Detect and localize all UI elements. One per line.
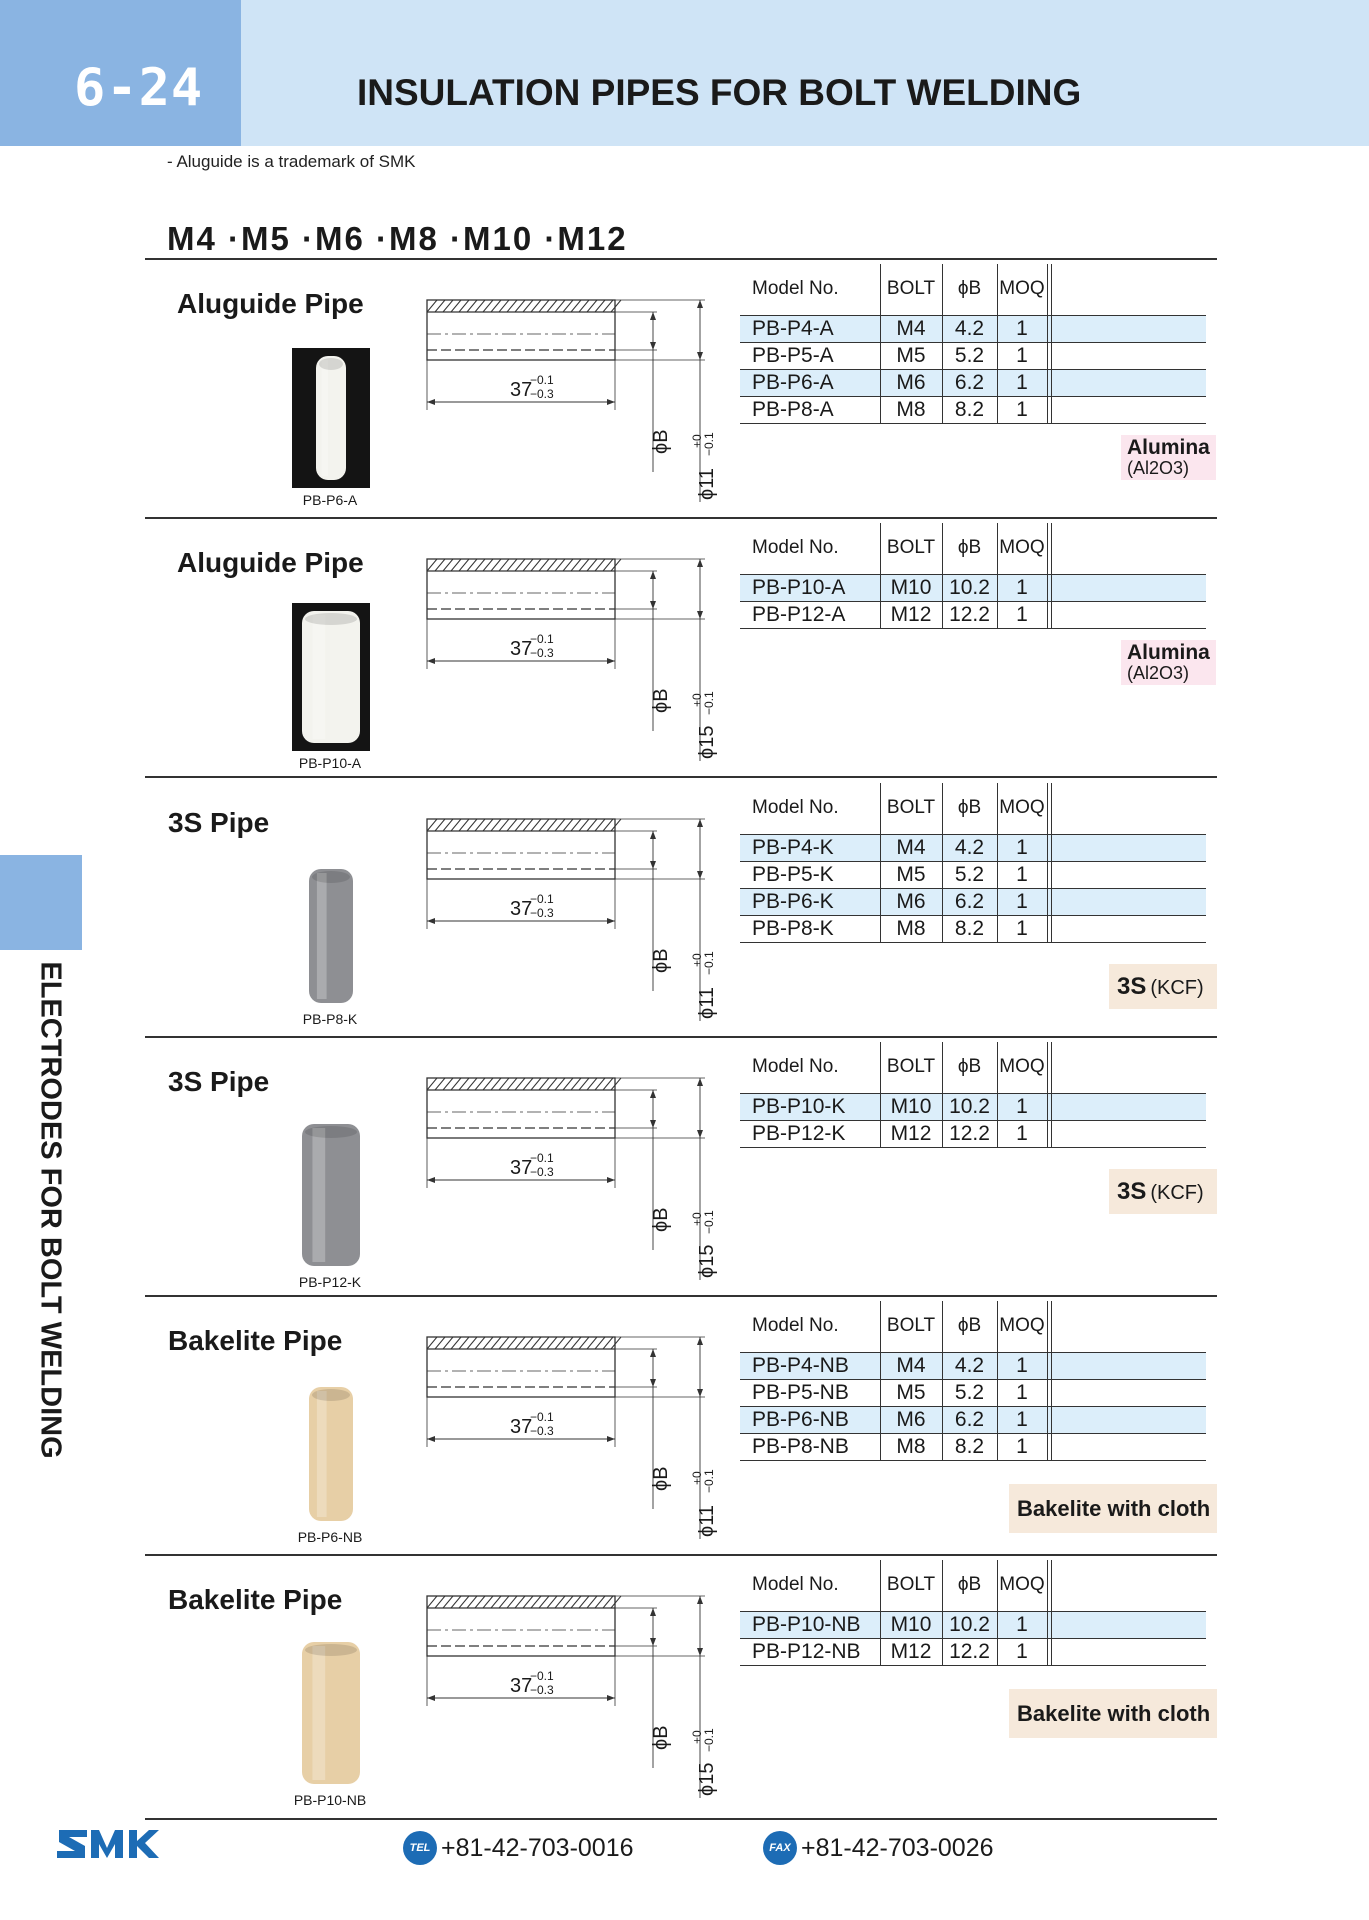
- bolt-size: M4: [880, 315, 942, 342]
- material-formula: (KCF): [1150, 977, 1204, 999]
- length-tolerance-upper: −0.1: [530, 373, 554, 387]
- product-photo: [292, 348, 370, 488]
- model-number: PB-P10-A: [740, 574, 880, 601]
- header-model: Model No.: [740, 1560, 880, 1611]
- header-bolt: BOLT: [880, 1042, 942, 1093]
- photo-caption: PB-P6-A: [302, 492, 358, 508]
- moq-value: 1: [997, 1406, 1047, 1433]
- model-number: PB-P4-A: [740, 315, 880, 342]
- pipe-section: [145, 1040, 1217, 1297]
- bolt-size: M8: [880, 915, 942, 942]
- pipe-section: [145, 521, 1217, 778]
- product-photo: [292, 867, 370, 1007]
- bolt-size: M8: [880, 396, 942, 423]
- outer-diameter-tolerance-upper: +0: [690, 1471, 704, 1485]
- model-number: PB-P6-K: [740, 888, 880, 915]
- length-dimension: 37: [510, 1157, 533, 1179]
- product-photo: [292, 1122, 370, 1270]
- phi-b-value: 4.2: [942, 315, 997, 342]
- table-row: [740, 888, 1206, 915]
- header-phi-b: ϕB: [942, 783, 997, 834]
- section-divider: [145, 517, 1217, 519]
- material-tag: [1009, 1689, 1217, 1738]
- blank-cell: [1051, 861, 1206, 888]
- photo-caption: PB-P8-K: [302, 1011, 358, 1027]
- moq-value: 1: [997, 888, 1047, 915]
- phi-b-value: 8.2: [942, 915, 997, 942]
- outer-diameter-tolerance-upper: +0: [690, 953, 704, 967]
- bolt-size: M12: [880, 1638, 942, 1665]
- blank-cell: [1051, 1093, 1206, 1120]
- length-tolerance-upper: −0.1: [530, 1410, 554, 1424]
- side-chapter-label: ELECTRODES FOR BOLT WELDING: [34, 961, 67, 1459]
- outer-diameter-tolerance-upper: +0: [690, 434, 704, 448]
- inner-diameter-label: ϕB: [650, 1207, 672, 1232]
- length-tolerance-upper: −0.1: [530, 1151, 554, 1165]
- length-tolerance-lower: −0.3: [530, 1683, 554, 1697]
- length-dimension: 37: [510, 1675, 533, 1697]
- model-number: PB-P12-K: [740, 1120, 880, 1147]
- header-blank: [1051, 1042, 1206, 1093]
- bolt-size: M6: [880, 1406, 942, 1433]
- moq-value: 1: [997, 834, 1047, 861]
- length-tolerance-lower: −0.3: [530, 387, 554, 401]
- photo-caption: PB-P10-NB: [293, 1792, 367, 1808]
- model-number: PB-P8-NB: [740, 1433, 880, 1460]
- moq-value: 1: [997, 861, 1047, 888]
- fax-contact: [763, 1831, 994, 1865]
- blank-cell: [1051, 369, 1206, 396]
- model-number: PB-P4-NB: [740, 1352, 880, 1379]
- phi-b-value: 5.2: [942, 1379, 997, 1406]
- table-row: [740, 369, 1206, 396]
- tel-contact: [403, 1831, 634, 1865]
- length-dimension: 37: [510, 638, 533, 660]
- blank-cell: [1051, 1120, 1206, 1147]
- phi-b-value: 6.2: [942, 369, 997, 396]
- photo-caption: PB-P10-A: [298, 755, 362, 771]
- header-model: Model No.: [740, 1301, 880, 1352]
- length-tolerance-lower: −0.3: [530, 1424, 554, 1438]
- model-number: PB-P6-A: [740, 369, 880, 396]
- table-row: [740, 1406, 1206, 1433]
- bolt-size: M8: [880, 1433, 942, 1460]
- section-title: 3S Pipe: [168, 807, 270, 838]
- blank-cell: [1051, 1433, 1206, 1460]
- table-row: [740, 915, 1206, 942]
- inner-diameter-label: ϕB: [650, 688, 672, 713]
- phi-b-value: 12.2: [942, 601, 997, 628]
- fax-icon: FAX: [763, 1831, 797, 1865]
- spec-table-header-row: [740, 1042, 1206, 1093]
- bolt-size: M6: [880, 369, 942, 396]
- table-row: [740, 1093, 1206, 1120]
- header-model: Model No.: [740, 783, 880, 834]
- footer-rule: [145, 1818, 1217, 1820]
- tel-number: +81-42-703-0016: [441, 1833, 634, 1862]
- moq-value: 1: [997, 342, 1047, 369]
- section-divider: [145, 776, 1217, 778]
- header-bolt: BOLT: [880, 1560, 942, 1611]
- spec-table-header-row: [740, 1560, 1206, 1611]
- material-name: 3S: [1117, 973, 1147, 1000]
- pipe-section: [145, 1299, 1217, 1556]
- table-row: [740, 601, 1206, 628]
- outer-diameter-tolerance-lower: −0.1: [702, 1210, 716, 1234]
- header-bolt: BOLT: [880, 783, 942, 834]
- model-number: PB-P5-K: [740, 861, 880, 888]
- header-blank: [1051, 523, 1206, 574]
- spec-table: [740, 1560, 1206, 1666]
- phi-b-value: 6.2: [942, 888, 997, 915]
- header-phi-b: ϕB: [942, 523, 997, 574]
- moq-value: 1: [997, 1611, 1047, 1638]
- bolt-size: M5: [880, 342, 942, 369]
- inner-diameter-label: ϕB: [650, 948, 672, 973]
- spec-table-header-row: [740, 783, 1206, 834]
- blank-cell: [1051, 1352, 1206, 1379]
- length-tolerance-upper: −0.1: [530, 1669, 554, 1683]
- outer-diameter-tolerance-upper: +0: [690, 1212, 704, 1226]
- fax-number: +81-42-703-0026: [801, 1833, 994, 1862]
- phi-b-value: 4.2: [942, 1352, 997, 1379]
- model-number: PB-P10-NB: [740, 1611, 880, 1638]
- moq-value: 1: [997, 315, 1047, 342]
- outer-diameter-label: ϕ15: [696, 1244, 718, 1278]
- bolt-size: M10: [880, 574, 942, 601]
- phi-b-value: 5.2: [942, 342, 997, 369]
- table-row: [740, 861, 1206, 888]
- phi-b-value: 12.2: [942, 1638, 997, 1665]
- material-name: Bakelite with cloth: [1017, 1496, 1211, 1521]
- header-moq: MOQ: [997, 1042, 1047, 1093]
- outer-diameter-label: ϕ11: [696, 1505, 718, 1537]
- outer-diameter-label: ϕ11: [696, 468, 718, 500]
- spec-table: [740, 264, 1206, 424]
- bolt-size: M4: [880, 834, 942, 861]
- material-name: Alumina: [1127, 641, 1210, 664]
- spec-table-header-row: [740, 1301, 1206, 1352]
- photo-caption: PB-P12-K: [298, 1274, 362, 1290]
- bolt-size: M6: [880, 888, 942, 915]
- heading-rule: [145, 258, 1217, 260]
- header-moq: MOQ: [997, 1560, 1047, 1611]
- spec-table-header-row: [740, 523, 1206, 574]
- header-blank: [1051, 783, 1206, 834]
- model-number: PB-P8-K: [740, 915, 880, 942]
- header-blank: [1051, 1301, 1206, 1352]
- header-blank: [1051, 1560, 1206, 1611]
- page-number: 6-24: [74, 58, 204, 118]
- header-moq: MOQ: [997, 264, 1047, 315]
- model-number: PB-P5-A: [740, 342, 880, 369]
- table-row: [740, 1433, 1206, 1460]
- pipe-section: [145, 781, 1217, 1038]
- length-dimension: 37: [510, 379, 533, 401]
- model-number: PB-P12-NB: [740, 1638, 880, 1665]
- table-row: [740, 1611, 1206, 1638]
- header-bolt: BOLT: [880, 523, 942, 574]
- length-tolerance-lower: −0.3: [530, 906, 554, 920]
- table-row: [740, 315, 1206, 342]
- inner-diameter-label: ϕB: [650, 429, 672, 454]
- outer-diameter-tolerance-lower: −0.1: [702, 1469, 716, 1493]
- outer-diameter-tolerance-lower: −0.1: [702, 432, 716, 456]
- phi-b-value: 10.2: [942, 1093, 997, 1120]
- spec-table: [740, 523, 1206, 629]
- page-number-tab: [0, 0, 241, 146]
- table-row: [740, 574, 1206, 601]
- material-tag: [1121, 435, 1216, 480]
- phi-b-value: 8.2: [942, 396, 997, 423]
- header-phi-b: ϕB: [942, 1042, 997, 1093]
- pipe-section: [145, 262, 1217, 519]
- blank-cell: [1051, 834, 1206, 861]
- bolt-size: M10: [880, 1093, 942, 1120]
- material-name: 3S: [1117, 1178, 1147, 1205]
- side-chapter-tab: [0, 855, 82, 950]
- moq-value: 1: [997, 915, 1047, 942]
- outer-diameter-tolerance-upper: +0: [690, 693, 704, 707]
- header-phi-b: ϕB: [942, 264, 997, 315]
- phi-b-value: 6.2: [942, 1406, 997, 1433]
- phi-b-value: 12.2: [942, 1120, 997, 1147]
- header-model: Model No.: [740, 523, 880, 574]
- bolt-size: M10: [880, 1611, 942, 1638]
- length-dimension: 37: [510, 1416, 533, 1438]
- phi-b-value: 10.2: [942, 574, 997, 601]
- section-title: Bakelite Pipe: [168, 1325, 343, 1356]
- table-row: [740, 396, 1206, 423]
- header-bolt: BOLT: [880, 264, 942, 315]
- outer-diameter-label: ϕ15: [696, 1762, 718, 1796]
- material-formula: (Al2O3): [1127, 663, 1190, 684]
- header-phi-b: ϕB: [942, 1301, 997, 1352]
- section-title: Aluguide Pipe: [177, 288, 364, 319]
- material-name: Alumina: [1127, 436, 1210, 459]
- moq-value: 1: [997, 1379, 1047, 1406]
- moq-value: 1: [997, 1638, 1047, 1665]
- moq-value: 1: [997, 1093, 1047, 1120]
- header-bolt: BOLT: [880, 1301, 942, 1352]
- header-phi-b: ϕB: [942, 1560, 997, 1611]
- blank-cell: [1051, 342, 1206, 369]
- blank-cell: [1051, 888, 1206, 915]
- section-title: Bakelite Pipe: [168, 1584, 343, 1615]
- table-row: [740, 834, 1206, 861]
- spec-table-header-row: [740, 264, 1206, 315]
- spec-table: [740, 1301, 1206, 1461]
- moq-value: 1: [997, 1120, 1047, 1147]
- blank-cell: [1051, 1406, 1206, 1433]
- table-row: [740, 1352, 1206, 1379]
- outer-diameter-label: ϕ11: [696, 987, 718, 1019]
- header-model: Model No.: [740, 264, 880, 315]
- inner-diameter-label: ϕB: [650, 1466, 672, 1491]
- moq-value: 1: [997, 396, 1047, 423]
- blank-cell: [1051, 1638, 1206, 1665]
- photo-caption: PB-P6-NB: [297, 1529, 363, 1545]
- material-tag: [1109, 964, 1217, 1009]
- product-photo: [292, 1640, 370, 1788]
- smk-logo: [55, 1826, 161, 1867]
- material-tag: [1009, 1484, 1217, 1533]
- material-tag: [1121, 640, 1216, 685]
- bolt-size: M12: [880, 601, 942, 628]
- model-number: PB-P8-A: [740, 396, 880, 423]
- table-row: [740, 1120, 1206, 1147]
- length-tolerance-lower: −0.3: [530, 1165, 554, 1179]
- blank-cell: [1051, 1611, 1206, 1638]
- header-moq: MOQ: [997, 523, 1047, 574]
- moq-value: 1: [997, 574, 1047, 601]
- material-tag: [1109, 1169, 1217, 1214]
- model-number: PB-P6-NB: [740, 1406, 880, 1433]
- product-photo: [292, 603, 370, 751]
- outer-diameter-tolerance-lower: −0.1: [702, 1728, 716, 1752]
- section-divider: [145, 1554, 1217, 1556]
- length-tolerance-upper: −0.1: [530, 632, 554, 646]
- section-title: Aluguide Pipe: [177, 547, 364, 578]
- model-number: PB-P12-A: [740, 601, 880, 628]
- material-formula: (KCF): [1150, 1182, 1204, 1204]
- material-name: Bakelite with cloth: [1017, 1701, 1211, 1726]
- sizes-heading: M4 ·M5 ·M6 ·M8 ·M10 ·M12: [167, 220, 628, 257]
- section-divider: [145, 1295, 1217, 1297]
- phone-icon: TEL: [403, 1831, 437, 1865]
- moq-value: 1: [997, 1433, 1047, 1460]
- blank-cell: [1051, 396, 1206, 423]
- model-number: PB-P4-K: [740, 834, 880, 861]
- moq-value: 1: [997, 1352, 1047, 1379]
- table-row: [740, 1379, 1206, 1406]
- inner-diameter-label: ϕB: [650, 1725, 672, 1750]
- table-row: [740, 342, 1206, 369]
- outer-diameter-tolerance-upper: +0: [690, 1730, 704, 1744]
- product-photo: [292, 1385, 370, 1525]
- header-model: Model No.: [740, 1042, 880, 1093]
- length-tolerance-upper: −0.1: [530, 892, 554, 906]
- header-blank: [1051, 264, 1206, 315]
- blank-cell: [1051, 915, 1206, 942]
- bolt-size: M5: [880, 861, 942, 888]
- page-title: INSULATION PIPES FOR BOLT WELDING: [357, 72, 1082, 113]
- model-number: PB-P5-NB: [740, 1379, 880, 1406]
- moq-value: 1: [997, 369, 1047, 396]
- phi-b-value: 5.2: [942, 861, 997, 888]
- blank-cell: [1051, 574, 1206, 601]
- length-dimension: 37: [510, 898, 533, 920]
- section-divider: [145, 1036, 1217, 1038]
- header-moq: MOQ: [997, 783, 1047, 834]
- blank-cell: [1051, 315, 1206, 342]
- bolt-size: M4: [880, 1352, 942, 1379]
- phi-b-value: 4.2: [942, 834, 997, 861]
- table-row: [740, 1638, 1206, 1665]
- outer-diameter-tolerance-lower: −0.1: [702, 691, 716, 715]
- blank-cell: [1051, 601, 1206, 628]
- section-title: 3S Pipe: [168, 1066, 270, 1097]
- phi-b-value: 10.2: [942, 1611, 997, 1638]
- spec-table: [740, 783, 1206, 943]
- material-formula: (Al2O3): [1127, 458, 1190, 479]
- length-tolerance-lower: −0.3: [530, 646, 554, 660]
- bolt-size: M12: [880, 1120, 942, 1147]
- spec-table: [740, 1042, 1206, 1148]
- pipe-section: [145, 1558, 1217, 1815]
- trademark-note: - Aluguide is a trademark of SMK: [167, 152, 416, 171]
- outer-diameter-tolerance-lower: −0.1: [702, 951, 716, 975]
- phi-b-value: 8.2: [942, 1433, 997, 1460]
- outer-diameter-label: ϕ15: [696, 725, 718, 759]
- blank-cell: [1051, 1379, 1206, 1406]
- bolt-size: M5: [880, 1379, 942, 1406]
- model-number: PB-P10-K: [740, 1093, 880, 1120]
- header-moq: MOQ: [997, 1301, 1047, 1352]
- moq-value: 1: [997, 601, 1047, 628]
